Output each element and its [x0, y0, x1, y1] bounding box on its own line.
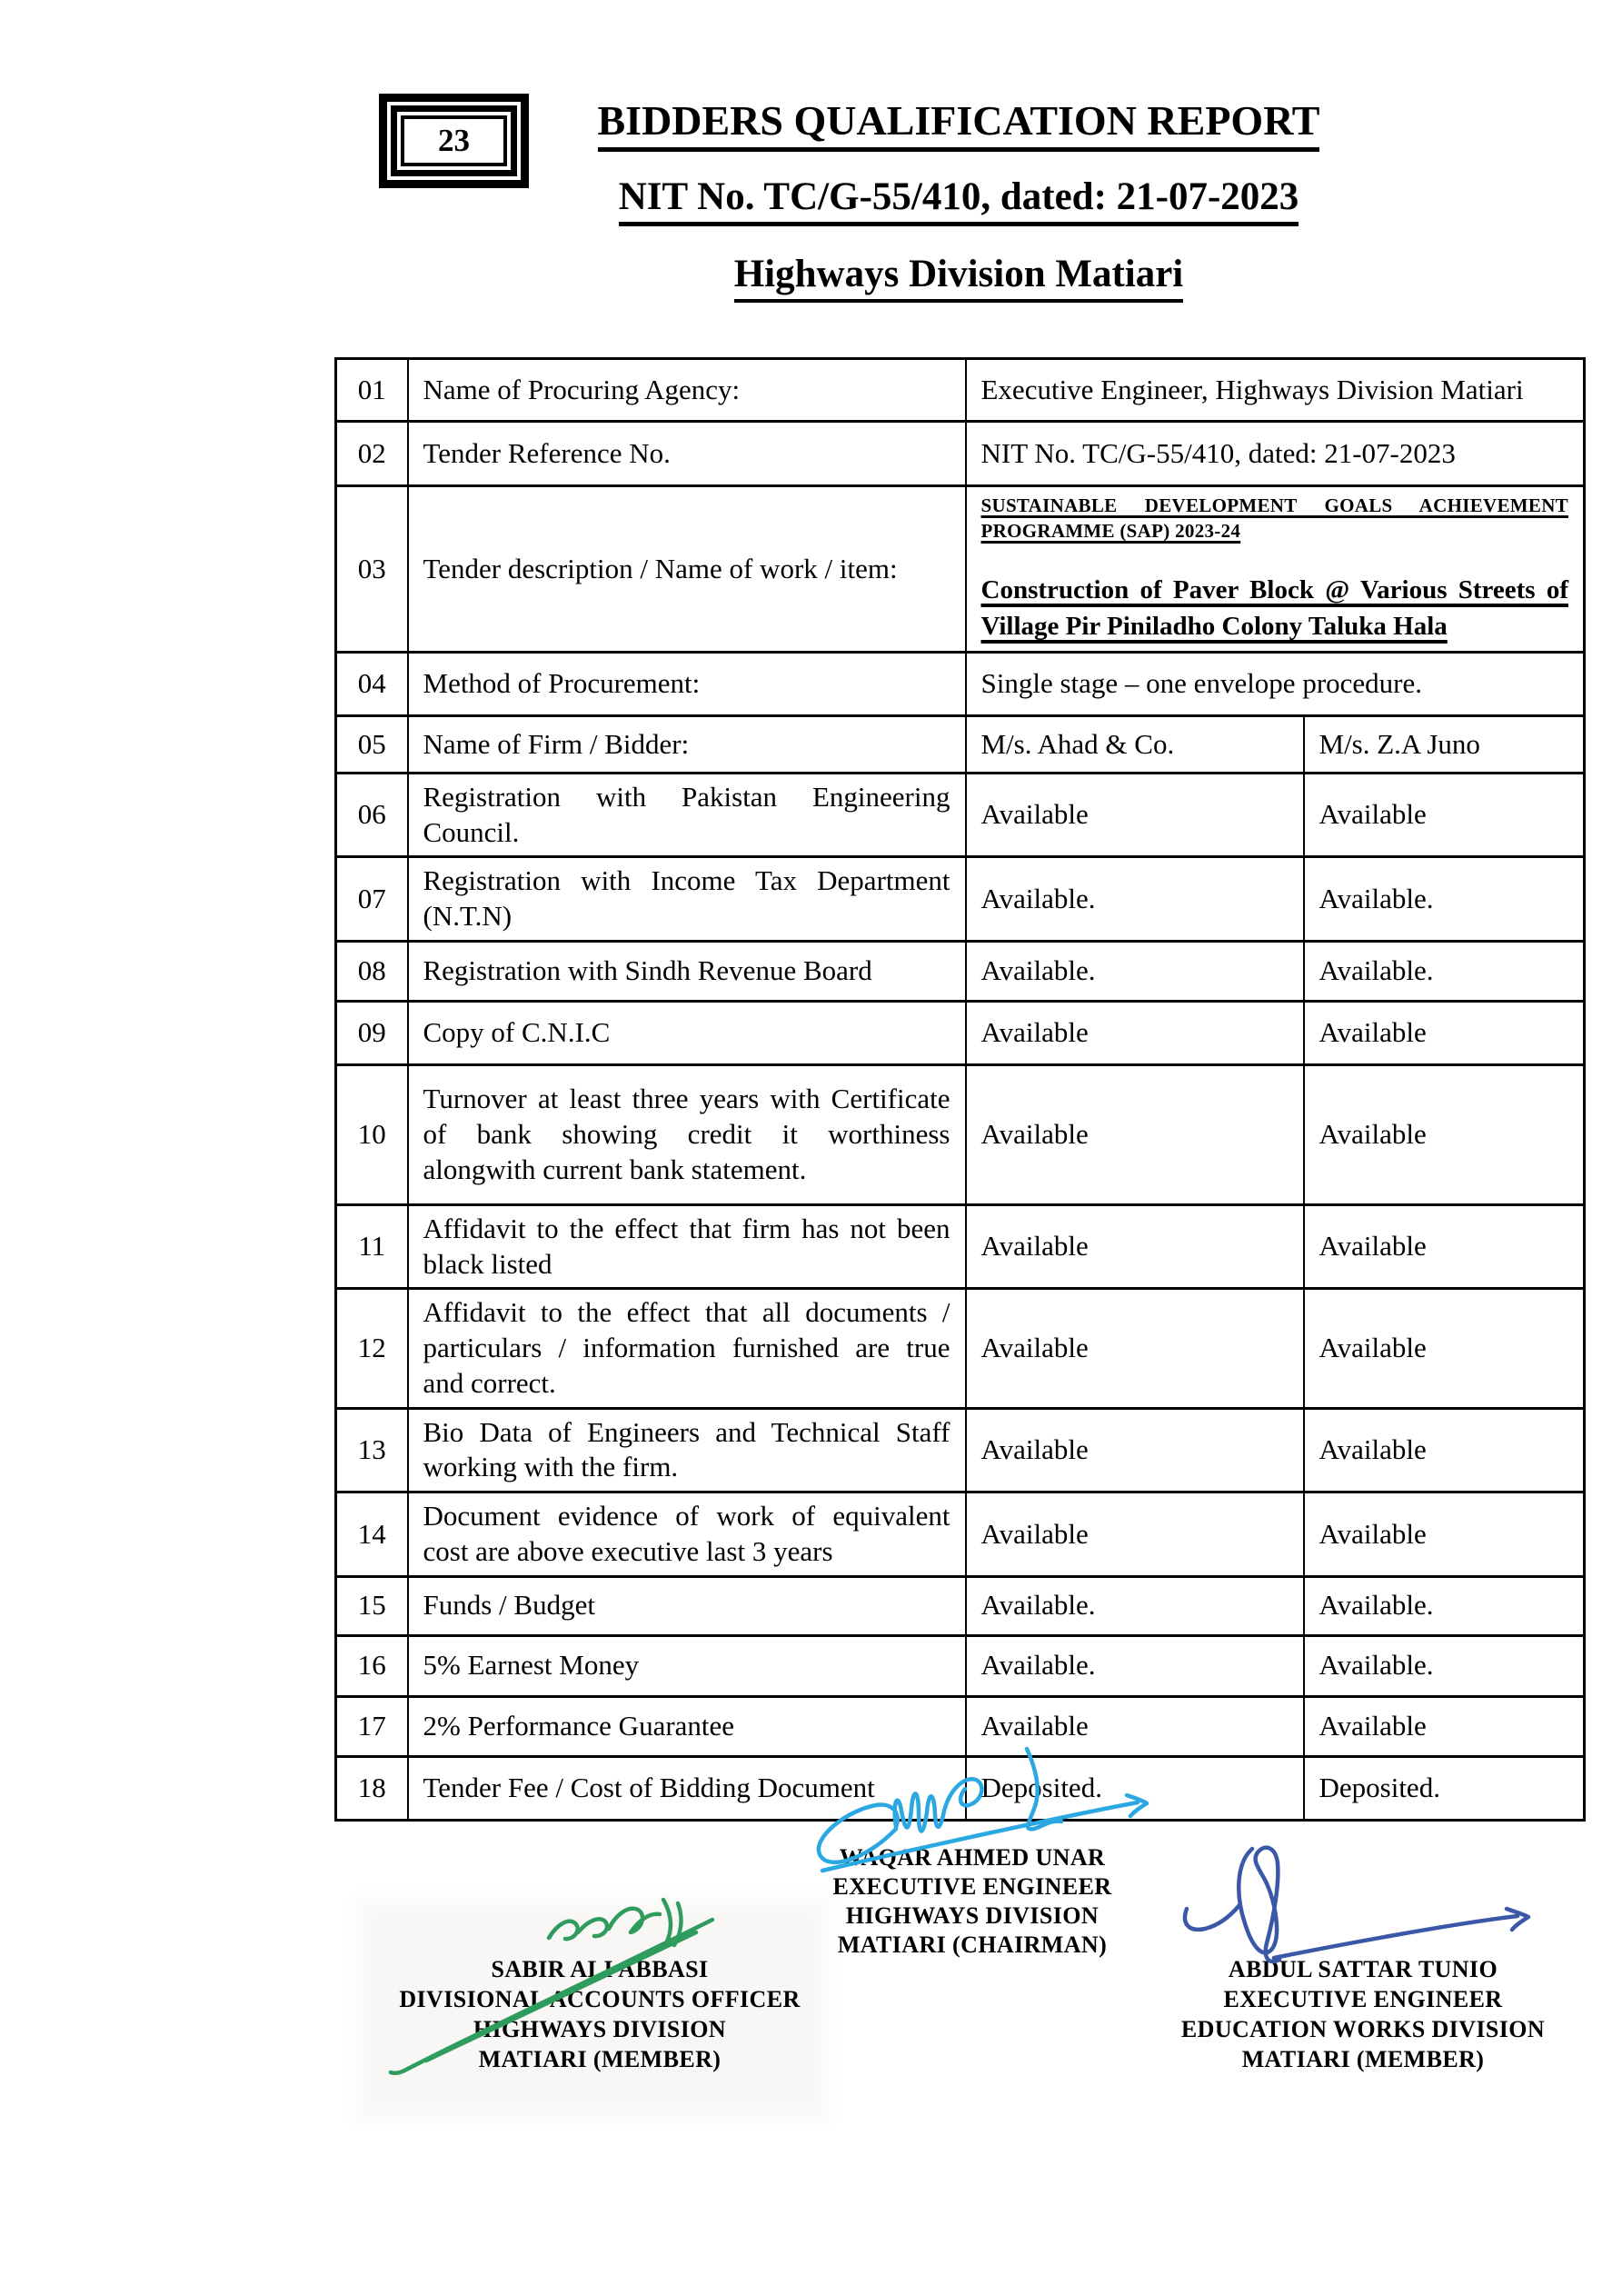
row-number: 06: [336, 773, 408, 857]
table-row: [336, 652, 1585, 715]
row-description: Bio Data of Engineers and Technical Staff working with the firm.: [408, 1408, 966, 1492]
table-row: [336, 1492, 1585, 1577]
row-description: Method of Procurement:: [408, 652, 966, 715]
row-bidder1-value: Available: [966, 1408, 1304, 1492]
row-number: 12: [336, 1289, 408, 1408]
row-number: 14: [336, 1492, 408, 1577]
row-number: 17: [336, 1696, 408, 1756]
table-row: [336, 941, 1585, 1001]
row-number: 08: [336, 941, 408, 1001]
signatory-title: MATIARI (MEMBER): [478, 2046, 721, 2072]
table-row: [336, 1635, 1585, 1696]
row-description: Registration with Pakistan Engineering Council.: [408, 773, 966, 857]
table-row: [336, 1576, 1585, 1635]
work-description-small: SUSTAINABLE DEVELOPMENT GOALS ACHIEVEMENT PROGRAMME (SAP) 2023-24: [980, 494, 1568, 543]
row-value: Single stage – one envelope procedure.: [966, 652, 1585, 715]
signatory-title: EDUCATION WORKS DIVISION: [1180, 2016, 1546, 2042]
table-row: [336, 422, 1585, 486]
table-row: [336, 1001, 1585, 1064]
signatory-title: MATIARI (MEMBER): [1241, 2046, 1485, 2072]
signature-block-chairman: [768, 1843, 1177, 1960]
row-description: Document evidence of work of equivalent cost are above executive last 3 years: [408, 1492, 966, 1577]
row-description: Tender Fee / Cost of Bidding Document: [408, 1756, 966, 1820]
row-description: Copy of C.N.I.C: [408, 1001, 966, 1064]
row-description: 2% Performance Guarantee: [408, 1696, 966, 1756]
row-description: Affidavit to the effect that firm has not been black listed: [408, 1204, 966, 1289]
row-description: Turnover at least three years with Certificate of bank showing credit it worthiness alongwith current bank statement.: [408, 1064, 966, 1204]
document-title-text: BIDDERS QUALIFICATION REPORT: [598, 96, 1320, 152]
row-bidder1-value: Available: [966, 1001, 1304, 1064]
row-number: 16: [336, 1635, 408, 1696]
qualification-table-body: [336, 359, 1585, 1821]
row-bidder1-value: Available: [966, 1064, 1304, 1204]
row-description: Name of Firm / Bidder:: [408, 715, 966, 773]
row-bidder2-value: Available.: [1304, 941, 1585, 1001]
row-number: 13: [336, 1408, 408, 1492]
row-description: Funds / Budget: [408, 1576, 966, 1635]
row-bidder2-value: Available: [1304, 773, 1585, 857]
row-number: 01: [336, 359, 408, 422]
row-bidder2-value: Available.: [1304, 1576, 1585, 1635]
qualification-table: [334, 357, 1586, 1822]
row-number: 05: [336, 715, 408, 773]
table-row: [336, 1204, 1585, 1289]
table-row: [336, 486, 1585, 653]
row-number: 04: [336, 652, 408, 715]
signatory-title: EXECUTIVE ENGINEER: [832, 1873, 1112, 1900]
row-value: NIT No. TC/G-55/410, dated: 21-07-2023: [966, 422, 1585, 486]
row-description: Name of Procuring Agency:: [408, 359, 966, 422]
table-row: [336, 1064, 1585, 1204]
work-description-large: Construction of Paver Block @ Various Streets of Village Pir Piniladho Colony Taluka Hala: [980, 574, 1568, 642]
document-subtitle-text: NIT No. TC/G-55/410, dated: 21-07-2023: [619, 175, 1299, 226]
signatory-title: MATIARI (CHAIRMAN): [837, 1932, 1108, 1958]
signatory-title: HIGHWAYS DIVISION: [473, 2016, 727, 2042]
signature-block-member-education: [1140, 1954, 1586, 2074]
section-heading: [334, 252, 1583, 303]
row-description: 5% Earnest Money: [408, 1635, 966, 1696]
row-bidder1-value: Available: [966, 1204, 1304, 1289]
row-description: Tender Reference No.: [408, 422, 966, 486]
row-description: Registration with Income Tax Department (N.T.N): [408, 857, 966, 942]
row-bidder2-value: Available.: [1304, 1635, 1585, 1696]
row-bidder1-value: M/s. Ahad & Co.: [966, 715, 1304, 773]
row-bidder1-value: Available.: [966, 1635, 1304, 1696]
row-description: Tender description / Name of work / item:: [408, 486, 966, 653]
document-title: [334, 96, 1583, 152]
row-value: Executive Engineer, Highways Division Matiari: [966, 359, 1585, 422]
table-row: [336, 1289, 1585, 1408]
row-description: Affidavit to the effect that all documents / particulars / information furnished are true and correct.: [408, 1289, 966, 1408]
row-bidder2-value: Deposited.: [1304, 1756, 1585, 1820]
table-row: [336, 715, 1585, 773]
row-bidder1-value: Deposited.: [966, 1756, 1304, 1820]
row-bidder1-value: Available: [966, 773, 1304, 857]
row-number: 11: [336, 1204, 408, 1289]
page-number: 23: [401, 115, 507, 166]
row-bidder2-value: M/s. Z.A Juno: [1304, 715, 1585, 773]
signatory-title: EXECUTIVE ENGINEER: [1223, 1986, 1503, 2012]
row-number: 10: [336, 1064, 408, 1204]
table-row: [336, 1756, 1585, 1820]
signatory-title: HIGHWAYS DIVISION: [845, 1902, 1100, 1929]
row-bidder1-value: Available: [966, 1289, 1304, 1408]
row-bidder2-value: Available: [1304, 1492, 1585, 1577]
row-bidder2-value: Available: [1304, 1001, 1585, 1064]
row-bidder2-value: Available: [1304, 1204, 1585, 1289]
row-number: 18: [336, 1756, 408, 1820]
row-bidder2-value: Available: [1304, 1289, 1585, 1408]
row-value: [966, 486, 1585, 653]
row-bidder1-value: Available.: [966, 1576, 1304, 1635]
row-bidder2-value: Available.: [1304, 857, 1585, 942]
signatory-title: DIVISIONAL ACCOUNTS OFFICER: [399, 1986, 801, 2012]
document-subtitle: [334, 175, 1583, 226]
row-bidder2-value: Available: [1304, 1696, 1585, 1756]
signatory-name: ABDUL SATTAR TUNIO: [1228, 1956, 1498, 1982]
table-row: [336, 1696, 1585, 1756]
row-description: Registration with Sindh Revenue Board: [408, 941, 966, 1001]
row-number: 09: [336, 1001, 408, 1064]
table-row: [336, 359, 1585, 422]
row-bidder2-value: Available: [1304, 1064, 1585, 1204]
row-number: 02: [336, 422, 408, 486]
table-row: [336, 857, 1585, 942]
table-row: [336, 1408, 1585, 1492]
signature-block-member-accounts: [354, 1954, 845, 2074]
row-bidder1-value: Available.: [966, 941, 1304, 1001]
row-bidder1-value: Available: [966, 1492, 1304, 1577]
signatory-name: WAQAR AHMED UNAR: [839, 1844, 1106, 1871]
row-bidder1-value: Available: [966, 1696, 1304, 1756]
section-heading-text: Highways Division Matiari: [734, 252, 1184, 303]
row-number: 03: [336, 486, 408, 653]
row-bidder2-value: Available: [1304, 1408, 1585, 1492]
row-number: 15: [336, 1576, 408, 1635]
signatory-name: SABIR ALI ABBASI: [491, 1956, 709, 1982]
row-number: 07: [336, 857, 408, 942]
table-row: [336, 773, 1585, 857]
row-bidder1-value: Available.: [966, 857, 1304, 942]
